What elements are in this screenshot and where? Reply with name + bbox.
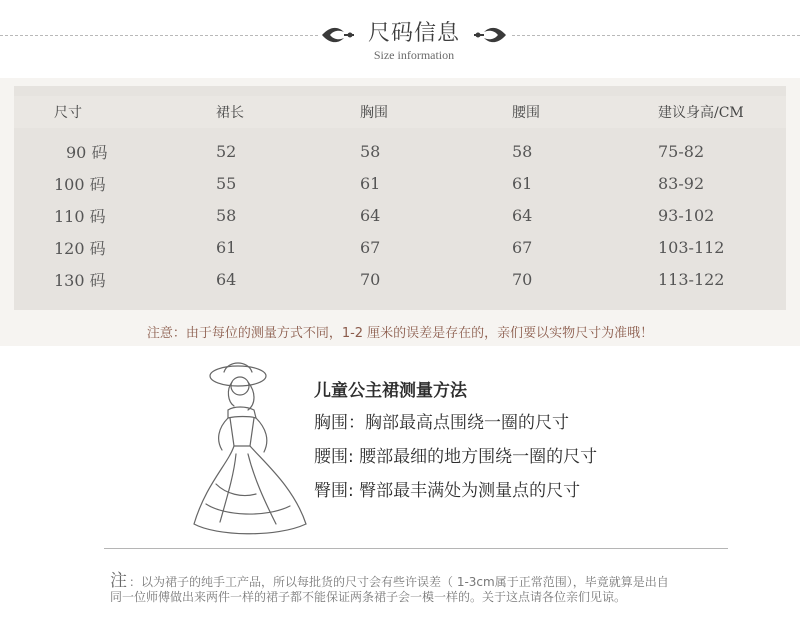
column-header-size: 尺寸 — [54, 105, 82, 121]
table-cell: 64 — [360, 205, 381, 225]
table-cell: 58 — [360, 141, 381, 161]
table-cell: 83-92 — [658, 173, 705, 193]
table-row — [14, 264, 786, 294]
table-cell: 64 — [512, 205, 533, 225]
header-divider-right — [512, 35, 800, 36]
size-panel — [0, 78, 800, 346]
table-cell: 113-122 — [658, 269, 725, 289]
table-row — [14, 136, 786, 166]
column-header-chest: 胸围 — [360, 105, 388, 121]
ornament-left-icon — [320, 22, 356, 48]
footnote-mark: 注 — [110, 571, 127, 591]
header-divider-left — [0, 35, 318, 36]
footnote-text-1: ：以为裙子的纯手工产品，所以每批货的尺寸会有些许误差（ 1-3cm属于正常范围），毕竟就算是出自 — [129, 575, 669, 589]
princess-figure-icon — [176, 354, 316, 544]
table-cell: 61 — [512, 173, 533, 193]
page-title: 尺码信息 — [367, 21, 460, 46]
measure-section — [0, 346, 800, 633]
column-header-height: 建议身高/CM — [658, 105, 744, 121]
size-table — [14, 86, 786, 310]
table-cell: 61 — [216, 237, 237, 257]
table-cell: 64 — [216, 269, 237, 289]
table-cell: 70 — [512, 269, 533, 289]
column-header-length: 裙长 — [216, 105, 244, 121]
table-cell: 93-102 — [658, 205, 715, 225]
table-cell: 110 码 — [54, 206, 106, 226]
table-cell: 58 — [512, 141, 533, 161]
table-cell: 90 码 — [66, 142, 108, 162]
measure-hip: 臀围: 臀部最丰满处为测量点的尺寸 — [314, 481, 581, 501]
table-cell: 67 — [360, 237, 381, 257]
table-row — [14, 168, 786, 198]
measure-title: 儿童公主裙测量方法 — [314, 381, 467, 401]
measure-chest: 胸围：胸部最高点围绕一圈的尺寸 — [314, 413, 569, 433]
page-subtitle: Size information — [373, 48, 455, 62]
section-header — [0, 0, 800, 78]
table-cell: 100 码 — [54, 174, 106, 194]
table-cell: 70 — [360, 269, 381, 289]
column-header-waist: 腰围 — [512, 105, 540, 121]
table-cell: 67 — [512, 237, 533, 257]
table-row — [14, 232, 786, 262]
table-cell: 58 — [216, 205, 237, 225]
table-row — [14, 200, 786, 230]
ornament-right-icon — [472, 22, 508, 48]
measure-waist: 腰围: 腰部最细的地方围绕一圈的尺寸 — [314, 447, 598, 467]
table-cell: 103-112 — [658, 237, 725, 257]
footnote-divider — [104, 548, 728, 549]
table-cell: 130 码 — [54, 270, 106, 290]
table-cell: 52 — [216, 141, 237, 161]
table-cell: 55 — [216, 173, 237, 193]
table-cell: 120 码 — [54, 238, 106, 258]
table-header-row — [14, 96, 786, 128]
table-cell: 61 — [360, 173, 381, 193]
measurement-note: 注意：由于每位的测量方式不同，1-2 厘米的误差是存在的，亲们要以实物尺寸为准哦！ — [146, 326, 654, 341]
table-cell: 75-82 — [658, 141, 705, 161]
footnote-line-2: 同一位师傅做出来两件一样的裙子都不能保证两条裙子会一模一样的。关于这点请各位亲们见谅。 — [110, 590, 627, 604]
